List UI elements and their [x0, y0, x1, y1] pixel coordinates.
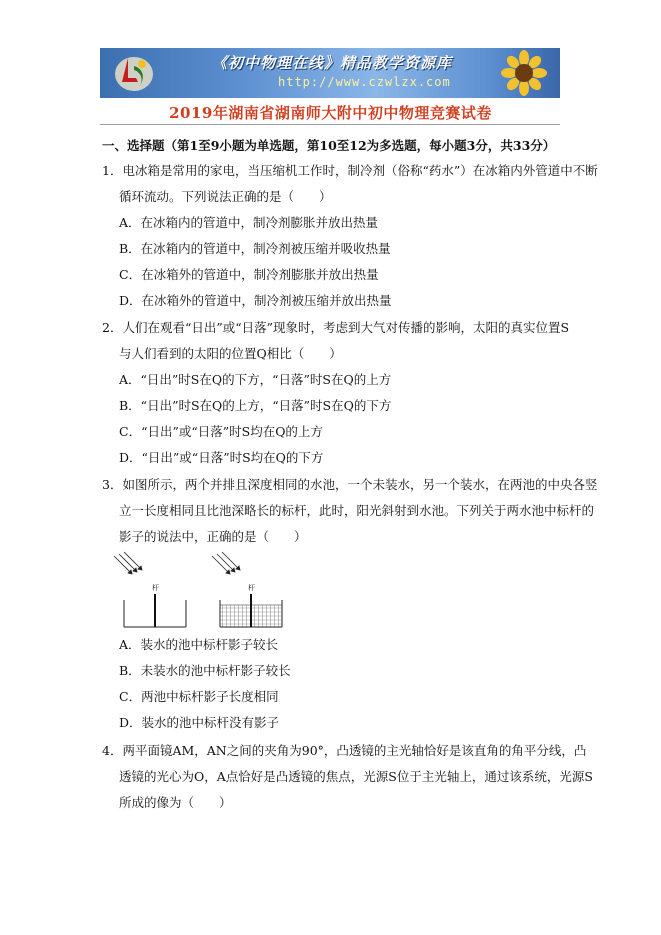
question-1-option-a: A．在冰箱内的管道中，制冷剂膨胀并放出热量	[119, 215, 379, 230]
question-3-option-b: B．未装水的池中标杆影子较长	[119, 663, 291, 678]
question-1-option-d: D．在冰箱外的管道中，制冷剂被压缩并放出热量	[119, 293, 392, 308]
question-3-line-1: 3．如图所示，两个并排且深度相同的水池，一个未装水，另一个装水，在两池的中央各竖	[102, 477, 598, 492]
sunlight-rays-right	[212, 552, 240, 574]
question-3-option-a: A．装水的池中标杆影子较长	[119, 637, 279, 652]
question-4-line-1: 4．两平面镜AM，AN之间的夹角为90°，凸透镜的主光轴恰好是该直角的角平分线，凸	[102, 743, 587, 758]
question-2-option-c: C．“日出”或“日落”时S均在Q的上方	[119, 424, 323, 439]
section-header: 一、选择题（第1至9小题为单选题，第10至12为多选题，每小题3分，共33分）	[102, 138, 556, 153]
sunflower-icon	[496, 50, 552, 96]
pools-diagram	[110, 550, 310, 630]
question-1-line-1: 1．电冰箱是常用的家电，当压缩机工作时，制冷剂（俗称“药水”）在冰箱内外管道中不断	[102, 163, 598, 178]
question-1-line-2: 循环流动。下列说法正确的是（ ）	[119, 189, 332, 204]
question-2-option-b: B．“日出”时S在Q的上方，“日落”时S在Q的下方	[119, 398, 392, 413]
question-2-line-2: 与人们看到的太阳的位置Q相比（ ）	[119, 346, 342, 361]
question-3-line-2: 立一长度相同且比池深略长的标杆，此时，阳光斜射到水池。下列关于两水池中标杆的	[119, 503, 595, 518]
question-3-line-3: 影子的说法中，正确的是（ ）	[119, 529, 307, 544]
question-3-option-d: D．装水的池中标杆没有影子	[119, 715, 280, 730]
question-2-option-d: D．“日出”或“日落”时S均在Q的下方	[119, 450, 324, 465]
sunlight-rays-left	[114, 552, 142, 574]
pole-label-1: 杆	[152, 584, 159, 592]
banner-url: http://www.czwlzx.com	[278, 75, 451, 89]
title-divider	[100, 124, 560, 125]
logo-icon	[112, 52, 156, 94]
header-banner	[100, 48, 560, 98]
document-title: 2019年湖南省湖南师大附中初中物理竞赛试卷	[169, 104, 492, 122]
question-2-line-1: 2．人们在观看“日出”或“日落”现象时，考虑到大气对传播的影响，太阳的真实位置S	[102, 320, 570, 335]
question-4-line-2: 透镜的光心为O，A点恰好是凸透镜的焦点，光源S位于主光轴上，通过该系统，光源S	[119, 769, 593, 784]
pole-label-2: 杆	[248, 584, 255, 592]
question-2-option-a: A．“日出”时S在Q的下方，“日落”时S在Q的上方	[119, 372, 392, 387]
banner-title: 《初中物理在线》精品教学资源库	[212, 54, 453, 72]
question-1-option-b: B．在冰箱内的管道中，制冷剂被压缩并吸收热量	[119, 241, 391, 256]
question-3-option-c: C．两池中标杆影子长度相同	[119, 689, 279, 704]
question-4-line-3: 所成的像为（ ）	[119, 795, 232, 810]
question-1-option-c: C．在冰箱外的管道中，制冷剂膨胀并放出热量	[119, 267, 379, 282]
